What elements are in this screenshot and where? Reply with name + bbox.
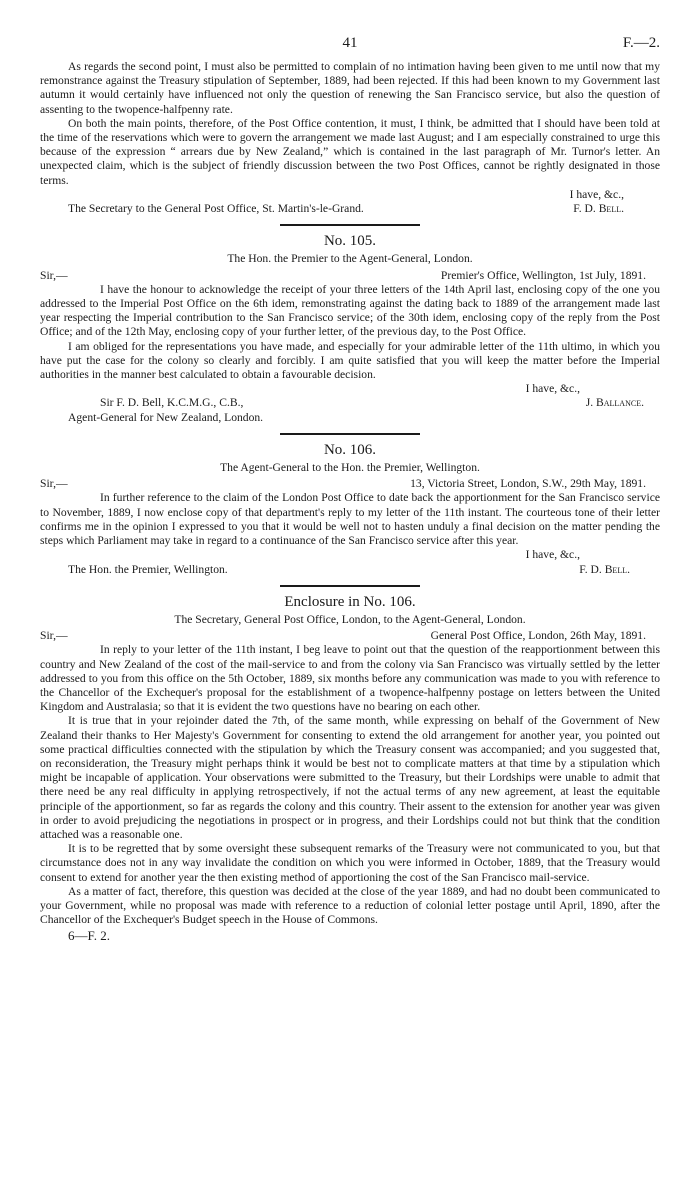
paragraph: I am obliged for the representations you have made, and especially for your admirable letter of the 11th ultimo, in which you have put the case for the colony so clearly and forcibly. I am quite satisfied that you will keep the matter before the Imperial authorities in the manner best calculated to obtain a favourable decision.	[40, 339, 660, 382]
page-footer: 6—F. 2.	[68, 928, 110, 944]
addressee: Sir F. D. Bell, K.C.M.G., C.B.,	[100, 396, 244, 410]
section-subtitle: The Agent-General to the Hon. the Premier, Wellington.	[220, 461, 480, 475]
addressee: Agent-General for New Zealand, London.	[68, 410, 264, 424]
paragraph: In further reference to the claim of the London Post Office to date back the apportionment for the San Francisco service to November, 1889, I now enclose copy of that department's reply to my letter of the 11th instant. The courteous tone of their letter confirms me in the opinion I expressed to you that it would be well not to hasten unduly a final decision on the matter pending the steps which Parliament may take in regard to a continuance of the San Francisco service after this year.	[40, 491, 660, 548]
section-subtitle: The Secretary, General Post Office, London, to the Agent-General, London.	[174, 612, 526, 626]
signature: F. D. Bell.	[573, 202, 624, 216]
place-date: Premier's Office, Wellington, 1st July, 1891.	[440, 268, 646, 282]
closing: I have, &c.,	[569, 187, 624, 201]
page-number: 41	[342, 35, 358, 51]
signature-block	[40, 202, 660, 216]
addressee: The Hon. the Premier, Wellington.	[68, 562, 228, 576]
signature-block	[40, 396, 660, 410]
salutation: Sir,—	[40, 268, 68, 282]
document-reference: F.—2.	[622, 35, 660, 51]
paragraph: It is to be regretted that by some oversight these subsequent remarks of the Treasury were not communicated to you, but that circumstance does not in any way invalidate the condition on which you were informed in October, 1889, that the Treasury would consent to extend for another year the then existing method of apportioning the cost of the San Francisco mail-service.	[40, 842, 660, 884]
document-page	[40, 32, 660, 944]
divider	[280, 224, 420, 226]
salutation: Sir,—	[40, 477, 68, 491]
place-date: 13, Victoria Street, London, S.W., 29th May, 1891.	[410, 477, 646, 491]
paragraph: I have the honour to acknowledge the receipt of your three letters of the 14th April last, enclosing copy of the one you addressed to the Imperial Post Office on the 6th idem, remonstrating against the dating back to 1889 of the arrangement made last year respecting the Imperial contribution to the San Francisco service; of the 30th idem, enclosing copy of the reply from the Post Office; and of the 12th May, enclosing copy of your further letter, of the previous day, to the Post Office.	[40, 282, 660, 339]
paragraph: It is true that in your rejoinder dated the 7th, of the same month, while expressing on behalf of the Government of New Zealand their thanks to Her Majesty's Government for consenting to extend the old arrangement for another year, you pointed out some practical difficulties connected with the stipulation by which the Treasury consent was accompanied; and you suggested that, on reconsideration, the Treasury might perhaps think it would be best not to complicate matters at that time by a stipulation which might be incapable of application. Your observations were submitted to the Treasury, but their Lordships were unable to admit that there need be any real difficulty in applying retrospectively, if not the actual terms of any new agreement, at least the equitable principle of the apportionment, so far as regards the colony and this country. Their assent to the extension for another year was given in order to avoid prejudicing the negotiations in prospect or in progress, and their Lordships could not but think that the condition attached was a reasonable one.	[40, 714, 660, 841]
place-date: General Post Office, London, 26th May, 1891.	[430, 629, 646, 643]
salutation-line	[40, 629, 660, 643]
closing: I have, &c.,	[525, 382, 580, 396]
signature: J. Ballance.	[585, 396, 644, 410]
section-title: No. 106.	[323, 441, 377, 458]
paragraph: As a matter of fact, therefore, this question was decided at the close of the year 1889, and had no doubt been communicated to your Government, while no proposal was made with reference to a reduction of colonial letter postage until April, 1890, after the Chancellor of the Exchequer's Budget speech in the House of Commons.	[40, 884, 660, 927]
divider	[280, 433, 420, 435]
paragraph: In reply to your letter of the 11th instant, I beg leave to point out that the question of the reapportionment between this country and New Zealand of the cost of the mail-service to and from the colony via San Francisco was virtually settled by the letter addressed to you from this office on the 5th October, 1889, six months before any communication was made to you with reference to the Chancellor of the Exchequer's proposal for the establishment of a twopence-halfpenny postage on letters between the United Kingdom and Australasia; so that it is evident the two questions have no bearing on each other.	[40, 643, 660, 714]
section-title: Enclosure in No. 106.	[284, 593, 416, 610]
salutation: Sir,—	[40, 629, 68, 643]
section-title: No. 105.	[323, 233, 377, 250]
salutation-line	[40, 269, 660, 283]
divider	[280, 585, 420, 587]
section-subtitle: The Hon. the Premier to the Agent-General, London.	[227, 252, 473, 266]
closing: I have, &c.,	[525, 548, 580, 562]
paragraph: On both the main points, therefore, of the Post Office contention, it must, I think, be admitted that I should have been told at the time of the reservations which were to govern the arrangement we made last August; and I am especially constrained to urge this because of the expression “ arrears due by New Zealand,” which is contained in the last paragraph of Mr. Turnor's letter. An unexpected claim, which is the subject of friendly discussion between the two Post Offices, cannot be rightly designated in those terms.	[40, 116, 660, 187]
paragraph: As regards the second point, I must also be permitted to complain of no intimation having been given to me until now that my remonstrance against the Treasury stipulation of September, 1889, had been rejected. If this had been known to my Government last autumn it would certainly have influenced not only the question of renewing the San Francisco service, but also the question of assenting to the twopence-halfpenny rate.	[40, 60, 660, 116]
signature-block	[40, 563, 660, 577]
addressee: The Secretary to the General Post Office, St. Martin's-le-Grand.	[68, 202, 364, 216]
page-header	[40, 32, 660, 60]
signature: F. D. Bell.	[579, 562, 630, 576]
salutation-line	[40, 477, 660, 491]
